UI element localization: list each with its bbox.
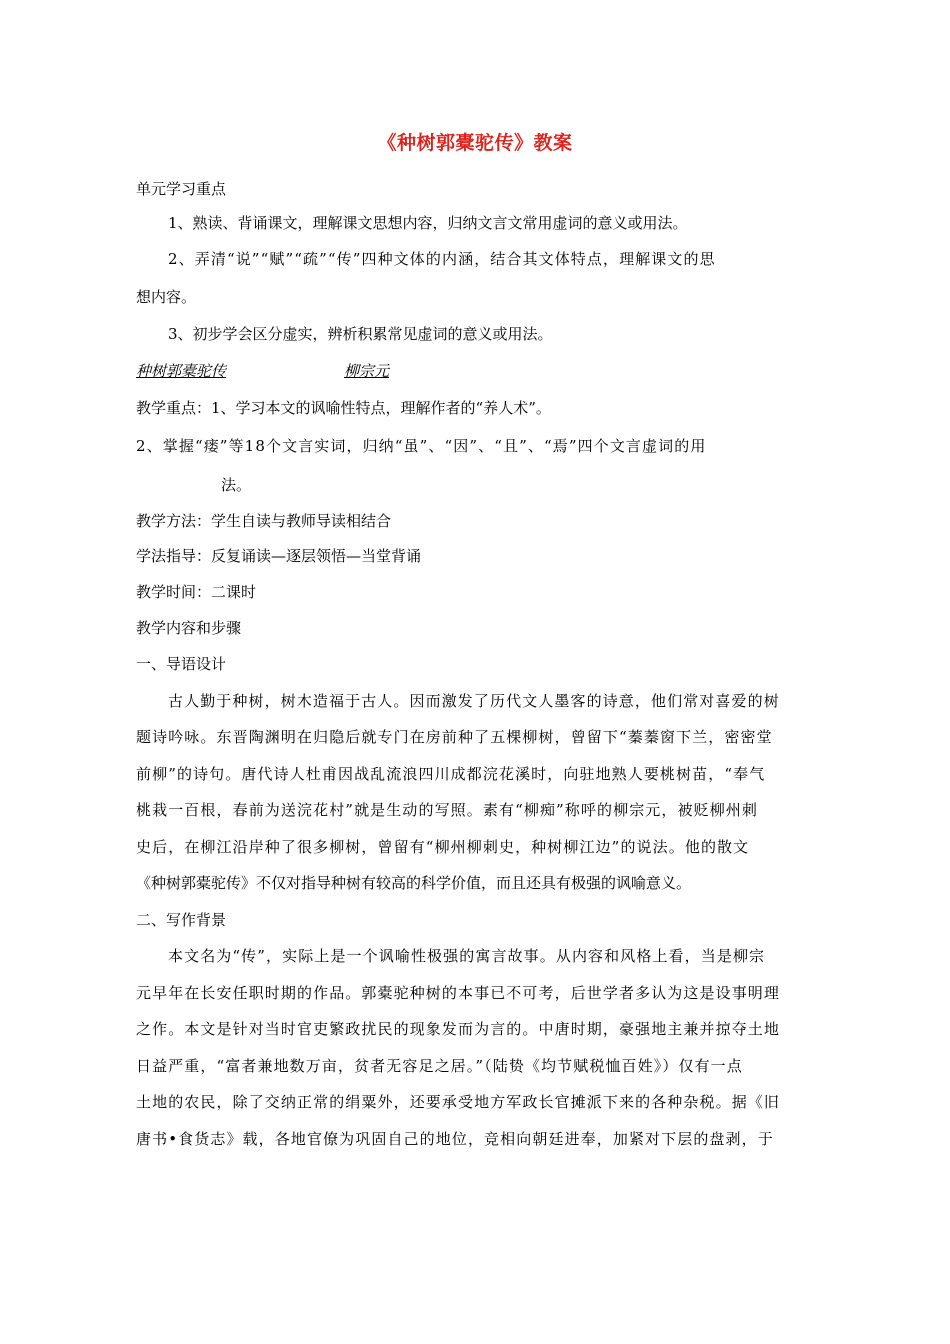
unit-point-2-cont: 想内容。 (136, 288, 197, 306)
section-2-line-4: 日益严重，“富者兼地数万亩，贫者无容足之居。”（陆贽《均节赋税恤百姓》）仅有一点 (136, 1057, 743, 1075)
section-2-line-2: 元早年在长安任职时期的作品。郭橐驼种树的本事已不可考，后世学者多认为这是设事明理 (136, 984, 781, 1002)
section-1-heading: 一、导语设计 (136, 655, 227, 673)
section-1-line-6: 《种树郭橐驼传》不仅对指导种树有较高的科学价值，而且还具有极强的讽喻意义。 (136, 874, 692, 892)
document-title: 《种树郭橐驼传》教案 (377, 132, 573, 154)
work-author-line (136, 361, 389, 381)
section-2-line-5: 土地的农民，除了交纳正常的绢粟外，还要承受地方军政长官摊派下来的各种杂税。据《旧 (136, 1093, 781, 1111)
section-2-heading: 二、写作背景 (136, 911, 227, 929)
unit-heading: 单元学习重点 (136, 180, 227, 198)
unit-point-2: 2、弄清“说”“赋”“疏”“传”四种文体的内涵，结合其文体特点，理解课文的思 (168, 250, 716, 268)
key-points-2-cont: 法。 (221, 476, 252, 494)
section-1-line-2: 题诗吟咏。东晋陶渊明在归隐后就专门在房前种了五棵柳树，曾留下“蓁蓁窗下兰，密密堂 (136, 728, 773, 746)
section-2-line-6: 唐书•食货志》载，各地官僚为巩固自己的地位，竞相向朝廷进奉，加紧对下层的盘剥，于 (136, 1130, 774, 1148)
section-1-line-3: 前柳”的诗句。唐代诗人杜甫因战乱流浪四川成都浣花溪时，向驻地熟人要桃树苗，“奉气 (136, 765, 766, 783)
teaching-method: 教学方法：学生自读与教师导读相结合 (136, 512, 392, 530)
section-2-line-1: 本文名为“传”，实际上是一个讽喻性极强的寓言故事。从内容和风格上看，当是柳宗 (168, 947, 766, 965)
study-guidance: 学法指导：反复诵读—逐层领悟—当堂背诵 (136, 547, 422, 565)
unit-point-3: 3、初步学会区分虚实，辨析积累常见虚词的意义或用法。 (168, 325, 553, 343)
section-1-line-4: 桃栽一百根，春前为送浣花村”就是生动的写照。素有“柳痴”称呼的柳宗元，被贬柳州刺 (136, 801, 759, 819)
key-points-1: 教学重点：1、学习本文的讽喻性特点，理解作者的“养人术”。 (136, 399, 551, 417)
unit-point-1: 1、熟读、背诵课文，理解课文思想内容，归纳文言文常用虚词的意义或用法。 (168, 214, 688, 232)
work-author: 柳宗元 (344, 362, 390, 380)
section-2-line-3: 之作。本文是针对当时官吏繁政扰民的现象发而为言的。中唐时期，豪强地主兼并掠夺土地 (136, 1020, 781, 1038)
content-heading: 教学内容和步骤 (136, 619, 242, 637)
key-points-2: 2、掌握“瘘”等18个文言实词，归纳“虽”、“因”、“且”、“焉”四个文言虚词的用 (136, 437, 707, 455)
work-name: 种树郭橐驼传 (136, 362, 227, 380)
section-1-line-5: 史后，在柳江沿岸种了很多柳树，曾留有“柳州柳刺史，种树柳江边”的说法。他的散文 (136, 838, 750, 856)
section-1-line-1: 古人勤于种树，树木造福于古人。因而激发了历代文人墨客的诗意，他们常对喜爱的树 (168, 692, 780, 710)
teaching-time: 教学时间：二课时 (136, 583, 257, 601)
